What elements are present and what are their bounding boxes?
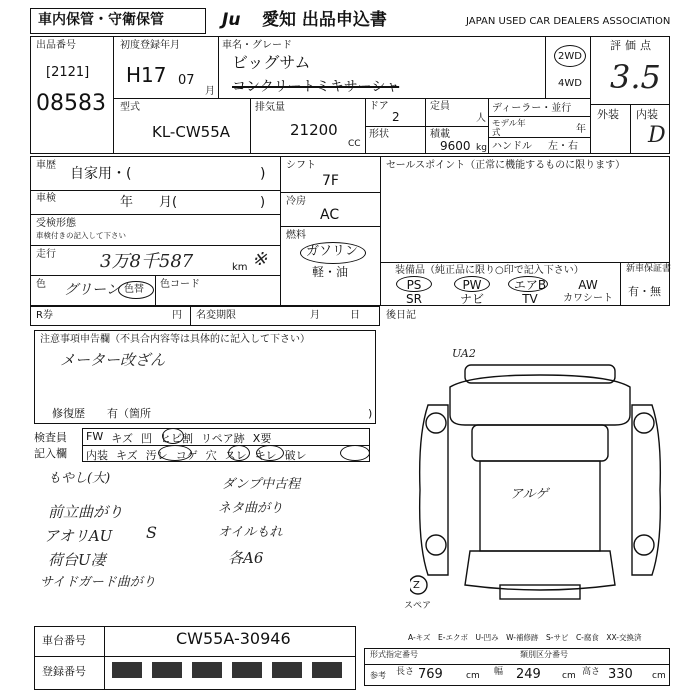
- inspection-cell: リペア跡: [201, 432, 245, 445]
- mark-circle: [162, 428, 184, 444]
- exterior-label: 外装: [597, 108, 619, 121]
- receipt-note: 車検付きの記入して下さい: [36, 231, 126, 240]
- diagram-rear: [465, 551, 615, 590]
- model-year-label: モデル年式: [492, 119, 526, 139]
- inspection-cell: ヒビ割: [160, 432, 193, 445]
- name-change-deadline-label: 名変期限: [196, 310, 236, 321]
- diagram-tailgate: [500, 585, 580, 599]
- diagram-wheel: [634, 413, 654, 433]
- handwritten-note: アオリAU: [44, 527, 113, 545]
- handwritten-note: 各A6: [228, 549, 264, 567]
- plate-label: 登録番号: [42, 665, 86, 678]
- fuel-label: 燃料: [286, 230, 306, 241]
- inspection-close: ): [260, 195, 266, 210]
- deadline-day: 日: [350, 310, 360, 321]
- inspection-cell: 凹: [141, 432, 152, 445]
- association-name: JAPAN USED CAR DEALERS ASSOCIATION: [466, 16, 671, 27]
- inspection-cell: 汚レ: [145, 449, 168, 462]
- inspection-value: 年 月(: [120, 195, 178, 210]
- warranty-label: 新車保証書: [626, 264, 672, 274]
- diagram-wheel: [426, 413, 446, 433]
- handwritten-note: S: [146, 523, 157, 542]
- listing-number-label: 出品番号: [36, 40, 76, 51]
- drive-4wd: 4WD: [558, 78, 582, 89]
- inspection-cell: キズ: [111, 432, 133, 445]
- equip-circle-ps: [396, 276, 432, 292]
- first-reg-label: 初度登録年月: [120, 40, 180, 51]
- notes-handwritten: メーター改ざん: [60, 351, 166, 369]
- equipment-item: PS: [406, 278, 422, 292]
- equipment-item: エアB: [513, 278, 547, 292]
- equipment-item: ナビ: [459, 292, 484, 306]
- equipment-label: 装備品（純正品に限り○印で記入下さい）: [395, 265, 584, 276]
- diagram-hood: [472, 425, 608, 461]
- inspector-label: 検査員: [34, 431, 67, 444]
- plate-redacted: [112, 662, 348, 678]
- equipment-item: TV: [522, 292, 538, 306]
- handwritten-note: ダンプ中古程: [222, 477, 301, 492]
- first-reg-month: 07: [178, 73, 195, 88]
- width-unit: cm: [562, 671, 576, 681]
- notes-label: 注意事項申告欄（不具合内容等は具体的に記入して下さい）: [40, 334, 310, 345]
- doors-value: 2: [392, 110, 400, 124]
- displacement-label: 排気量: [255, 102, 285, 113]
- mileage-label: 走行: [36, 249, 56, 260]
- storage-tag: 車内保管・守衛保管: [38, 12, 164, 28]
- doors-label: ドア: [369, 101, 389, 112]
- equipment-item: SR: [406, 292, 422, 306]
- diagram-wheel: [634, 535, 654, 555]
- cert-number-label: 形式指定番号: [370, 650, 418, 659]
- length-value: 769: [418, 667, 443, 682]
- interior-label: 内装: [636, 108, 658, 121]
- inspection-cell: スレ: [224, 449, 247, 462]
- car-name-label: 車名・グレード: [222, 40, 292, 51]
- diagram-body: [480, 461, 600, 551]
- inspection-cell: キレ: [254, 449, 277, 462]
- year-unit: 年: [576, 124, 586, 135]
- mileage-mark: ※: [252, 249, 268, 270]
- spare-label: スペア: [404, 601, 432, 611]
- displacement-value: 21200: [290, 121, 338, 139]
- fuel-sub: 軽・油: [312, 265, 349, 279]
- repair-history-close: ): [368, 407, 373, 420]
- warranty-options: 有・無: [628, 285, 661, 298]
- month-suffix: 月: [205, 86, 215, 97]
- color-code-label: 色コード: [160, 279, 200, 290]
- inspection-cell: 穴: [205, 449, 217, 462]
- brand-mark: Ju: [222, 10, 241, 30]
- color-label: 色: [36, 279, 46, 290]
- shift-label: シフト: [286, 160, 316, 171]
- dealer-label: ディーラー・並行: [492, 103, 572, 114]
- diagram-wheel: [426, 535, 446, 555]
- post-note-label: 後日記: [386, 310, 416, 321]
- drive-2wd: 2WD: [558, 51, 582, 62]
- mileage-value: 3万8千587: [100, 251, 194, 272]
- equipment-item: カワシート: [563, 293, 613, 304]
- spare-letter: Z: [413, 580, 420, 591]
- first-reg-year: H17: [126, 63, 167, 87]
- chassis-label: 車台番号: [42, 634, 86, 647]
- length-unit: cm: [466, 671, 480, 681]
- diagram-right-side: [632, 405, 660, 575]
- r-ticket-label: R券: [36, 310, 53, 321]
- shape-label: 形状: [369, 129, 389, 140]
- model-label: 型式: [120, 102, 140, 113]
- inspection-cell: 破レ: [284, 449, 307, 462]
- inspection-cell: X要: [252, 432, 272, 445]
- score-value: 3.5: [610, 58, 661, 96]
- vehicle-damage-diagram: [410, 345, 680, 625]
- inspection-label: 車検: [36, 193, 56, 204]
- load-value: 9600: [440, 139, 471, 153]
- history-value: 自家用・(: [70, 166, 132, 182]
- handle-options: 左・右: [548, 141, 578, 152]
- height-label: 高さ: [582, 667, 601, 677]
- handwritten-note: サイドガード曲がり: [40, 575, 156, 590]
- handwritten-note: ネタ曲がり: [218, 501, 284, 516]
- handle-label: ハンドル: [492, 141, 532, 152]
- damage-legend: A-キズ E-エクボ U-凹み W-補修跡 S-サビ C-腐食 XX-交換済: [408, 633, 642, 642]
- mark-circle: [256, 445, 284, 461]
- load-label: 積載: [430, 129, 450, 140]
- interior-score: D: [648, 123, 666, 148]
- history-label: 車歴: [36, 160, 56, 171]
- ac-label: 冷房: [286, 196, 306, 207]
- car-name: ビッグサム: [232, 53, 311, 72]
- mark-circle: [228, 445, 250, 461]
- inspection-cell: FW: [86, 430, 104, 443]
- height-unit: cm: [652, 671, 666, 681]
- inspection-cell: コゲ: [175, 449, 198, 462]
- mileage-unit: km: [232, 262, 248, 273]
- color-change: 色替: [124, 284, 144, 295]
- width-label: 幅: [494, 667, 504, 677]
- height-value: 330: [608, 667, 633, 682]
- diagram-top-note: UA2: [452, 347, 476, 360]
- mark-circle: [340, 445, 370, 461]
- history-close: ): [260, 166, 266, 182]
- ac-value: AC: [320, 207, 340, 223]
- mark-circle: [158, 445, 192, 461]
- sales-point-label: セールスポイント（正常に機能するものに限ります）: [386, 160, 626, 171]
- memo-label: 記入欄: [34, 447, 67, 460]
- r-ticket-yen: 円: [172, 310, 182, 321]
- displacement-unit: CC: [348, 139, 361, 149]
- model-code: KL-CW55A: [152, 123, 230, 141]
- capacity-unit: 人: [476, 113, 486, 124]
- handwritten-note: 前立曲がり: [48, 503, 124, 521]
- deadline-month: 月: [310, 310, 320, 321]
- score-label: 評価点: [610, 39, 655, 52]
- handwritten-note: オイルもれ: [218, 525, 283, 540]
- inspection-cell: キズ: [116, 449, 138, 462]
- reference-label: 参考: [370, 671, 386, 680]
- equipment-item: AW: [578, 278, 598, 292]
- fuel-value: ガソリン: [306, 244, 359, 259]
- diagram-center-note: アルゲ: [510, 487, 549, 502]
- form-title: 愛知 出品申込書: [262, 10, 387, 30]
- equipment-item: PW: [462, 278, 482, 292]
- capacity-label: 定員: [430, 101, 450, 112]
- chassis-number: CW55A-30946: [176, 629, 291, 648]
- class-number-label: 類別区分番号: [520, 650, 568, 659]
- car-grade: コンクリートミキサーシャ: [232, 79, 400, 95]
- receipt-label: 受検形態: [36, 218, 76, 229]
- listing-number: 08583: [36, 91, 106, 116]
- diagram-cab-roof: [465, 365, 615, 383]
- repair-history-label: 修復歴 有（箇所: [52, 407, 151, 420]
- diagram-left-side: [420, 405, 448, 575]
- listing-sub-number: [2121]: [46, 65, 90, 80]
- color-value: グリーン: [64, 282, 120, 298]
- load-unit: kg: [476, 143, 487, 153]
- inspection-cell: 内装: [86, 449, 108, 462]
- handwritten-note: もやし(大): [48, 471, 111, 486]
- shift-value: 7F: [322, 173, 339, 189]
- equip-circle-pw: [454, 276, 490, 292]
- length-label: 長さ: [396, 667, 415, 677]
- handwritten-note: 荷台U凄: [48, 551, 106, 569]
- width-value: 249: [516, 667, 541, 682]
- equip-circle-airbag: [508, 276, 548, 292]
